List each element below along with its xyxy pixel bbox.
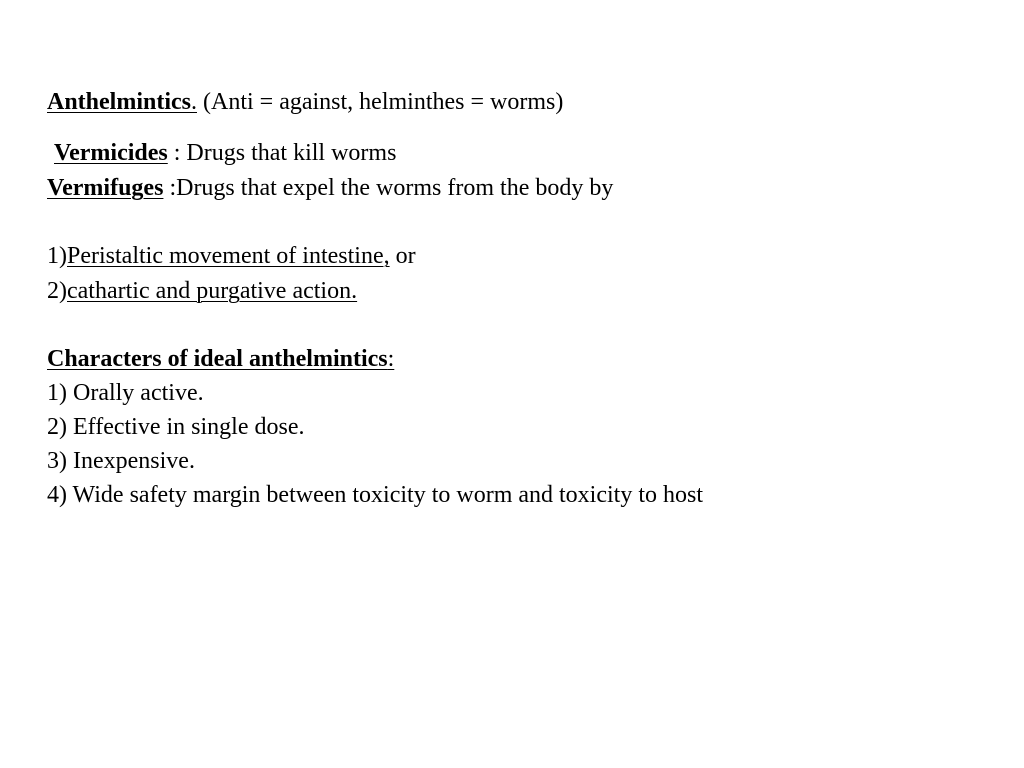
characters-heading-text: Characters of ideal anthelmintics xyxy=(47,346,388,372)
method-text: Peristaltic movement of intestine, xyxy=(67,243,390,269)
vermicides-text: : Drugs that kill worms xyxy=(167,140,397,166)
anthelmintics-etymology: (Anti = against, helminthes = worms) xyxy=(197,89,564,115)
method-tail: or xyxy=(389,243,416,269)
method-text: cathartic and purgative action. xyxy=(67,278,358,304)
characters-list-item: 4) Wide safety margin between toxicity to worm and toxicity to host xyxy=(47,482,704,508)
characters-list-item: 1) Orally active. xyxy=(47,380,204,406)
characters-list-item: 2) Effective in single dose. xyxy=(47,414,305,440)
method-number: 1) xyxy=(47,243,67,269)
anthelmintics-definition xyxy=(47,88,563,116)
vermicides-definition xyxy=(54,139,396,167)
vermicides-term: Vermicides xyxy=(54,140,168,166)
vermifuges-definition xyxy=(47,174,613,202)
characters-list-item: 3) Inexpensive. xyxy=(47,448,195,474)
anthelmintics-term: Anthelmintics xyxy=(47,89,191,115)
characters-heading xyxy=(47,345,394,373)
method-item-2 xyxy=(47,277,357,305)
characters-heading-colon: : xyxy=(387,346,395,372)
vermifuges-text: :Drugs that expel the worms from the body by xyxy=(163,175,614,201)
vermifuges-term: Vermifuges xyxy=(47,175,164,201)
method-item-1 xyxy=(47,242,416,270)
anthelmintics-dot: . xyxy=(191,89,197,115)
method-number: 2) xyxy=(47,278,67,304)
